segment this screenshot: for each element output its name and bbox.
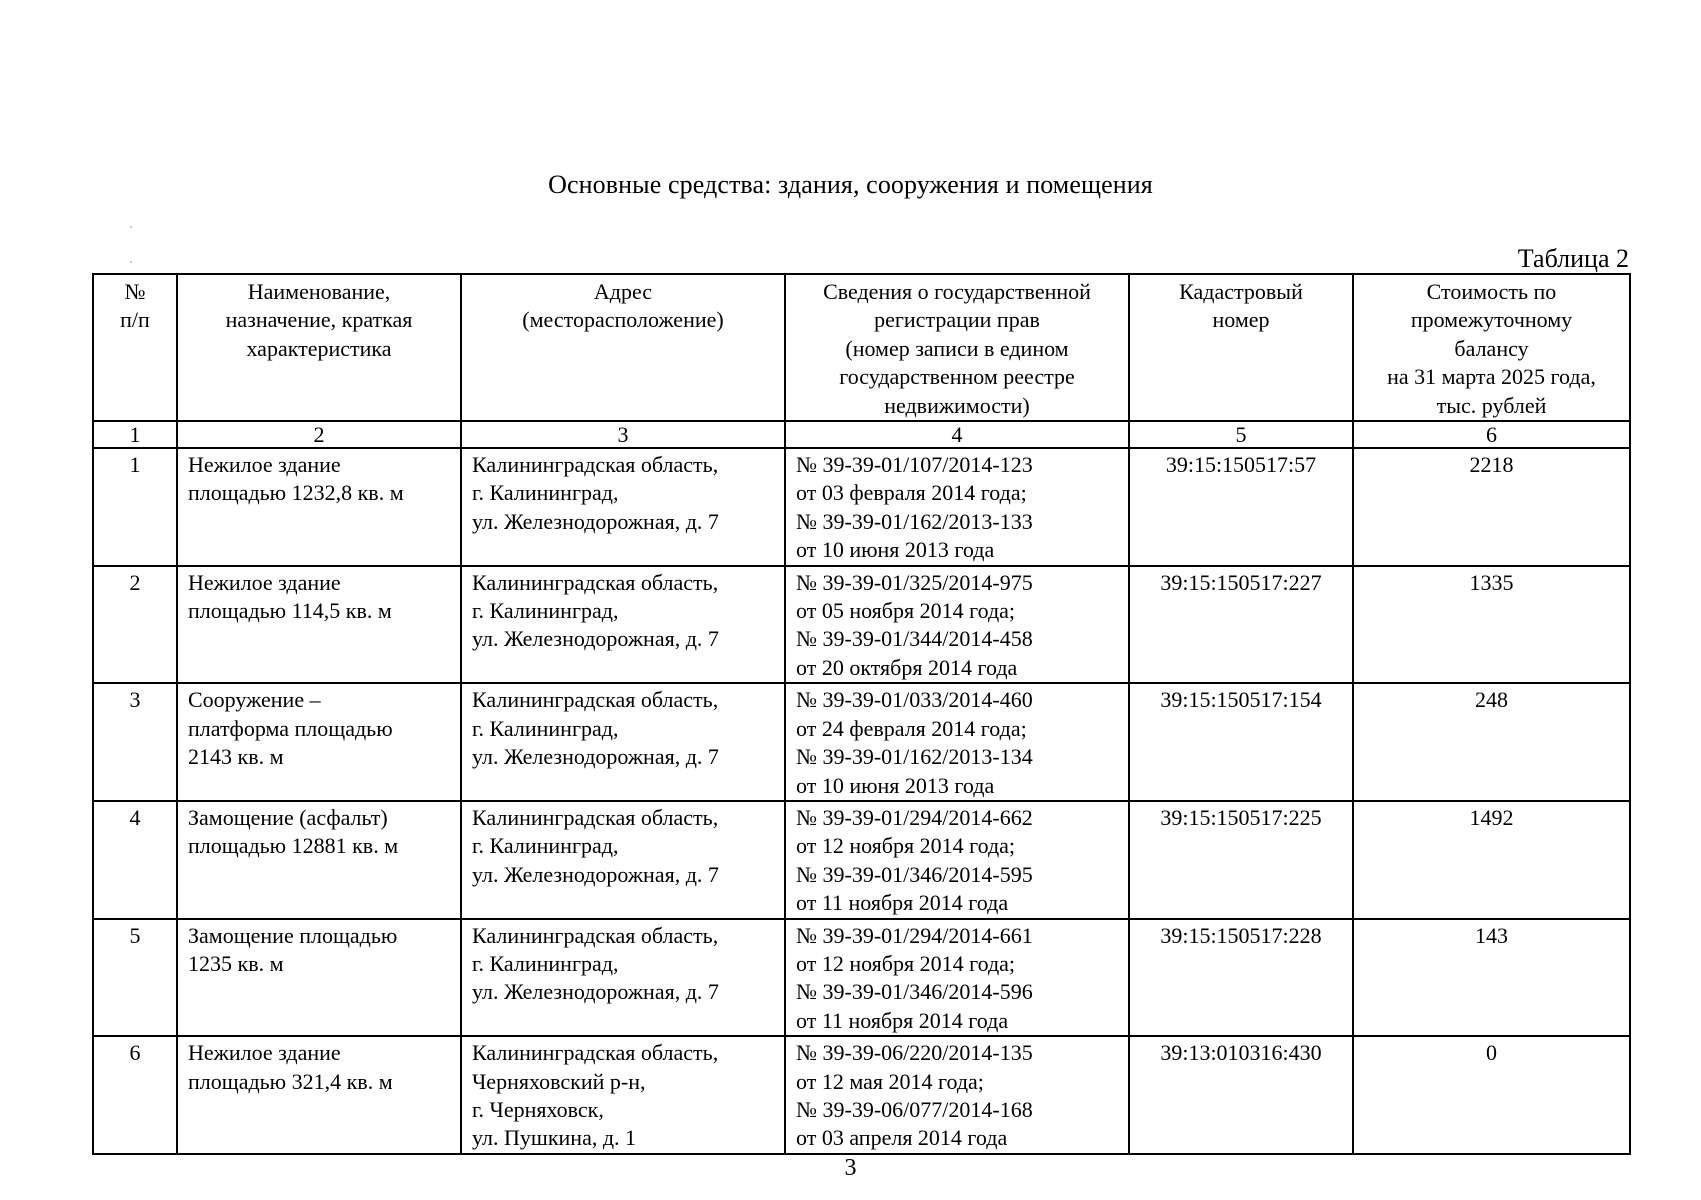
address-line: ул. Железнодорожная, д. 7 [472,626,719,652]
asset-name-cell [177,801,461,919]
header-line: недвижимости) [884,392,1030,418]
address-line: Калининградская область, [472,922,719,948]
registration-cell [785,448,1129,566]
balance-value: 248 [1353,683,1630,801]
cadastral-number: 39:13:010316:430 [1129,1036,1353,1154]
asset-name-line: Нежилое здание [188,1040,341,1066]
address-cell [461,448,785,566]
header-line: Кадастровый [1179,279,1303,304]
fixed-assets-table [92,273,1631,1155]
cadastral-number: 39:15:150517:228 [1129,919,1353,1037]
header-line: государственном реестре [839,364,1075,390]
header-line: Наименование, [247,279,391,304]
asset-name-cell [177,566,461,684]
registration-line: № 39-39-01/294/2014-662 [796,804,1033,830]
balance-value: 2218 [1353,448,1630,566]
address-line: ул. Железнодорожная, д. 7 [472,979,719,1005]
asset-name-line: 2143 кв. м [188,744,284,770]
column-number: 1 [93,421,177,448]
registration-line: от 10 июня 2013 года [796,537,995,563]
registration-line: № 39-39-06/220/2014-135 [796,1040,1033,1066]
column-number: 3 [461,421,785,448]
header-num [93,274,177,421]
address-line: г. Черняховск, [472,1096,604,1122]
header-line: Сведения о государственной [823,279,1091,304]
registration-line: от 05 ноября 2014 года; [796,598,1016,624]
registration-cell [785,1036,1129,1154]
table-header-row [93,274,1630,421]
header-line: промежуточному [1410,307,1573,333]
registration-line: от 12 ноября 2014 года; [796,833,1016,859]
address-line: г. Калининград, [472,715,619,741]
address-line: Калининградская область, [472,452,719,478]
registration-line: № 39-39-06/077/2014-168 [796,1096,1033,1122]
address-line: Калининградская область, [472,569,719,595]
header-line: Стоимость по [1426,279,1557,304]
registration-cell [785,566,1129,684]
address-line: Калининградская область, [472,1040,719,1066]
registration-line: от 10 июня 2013 года [796,772,995,798]
table-row [93,566,1630,684]
asset-name-line: Замощение площадью [188,922,398,948]
address-line: г. Калининград, [472,833,619,859]
registration-line: от 11 ноября 2014 года [796,890,1009,916]
row-number: 5 [93,919,177,1037]
address-line: ул. Железнодорожная, д. 7 [472,744,719,770]
document-title: Основные средства: здания, сооружения и помещения [548,170,1153,199]
registration-line: № 39-39-01/033/2014-460 [796,687,1033,713]
table-row [93,801,1630,919]
header-name [177,274,461,421]
header-address [461,274,785,421]
page-number: 3 [844,1155,857,1181]
address-line: ул. Пушкина, д. 1 [472,1125,637,1151]
address-line: г. Калининград, [472,598,619,624]
table-row [93,683,1630,801]
row-number: 6 [93,1036,177,1154]
asset-name-line: Нежилое здание [188,452,341,478]
asset-name-line: платформа площадью [188,715,393,741]
cadastral-number: 39:15:150517:57 [1129,448,1353,566]
header-line: номер [1212,307,1270,333]
registration-line: № 39-39-01/294/2014-661 [796,922,1033,948]
address-line: г. Калининград, [472,950,619,976]
address-cell [461,919,785,1037]
table-body [93,448,1630,1154]
cadastral-number: 39:15:150517:225 [1129,801,1353,919]
header-value [1353,274,1630,421]
column-number: 4 [785,421,1129,448]
asset-name-line: 1235 кв. м [188,950,284,976]
asset-name-line: Нежилое здание [188,569,341,595]
header-line: на 31 марта 2025 года, [1387,364,1596,390]
address-line: г. Калининград, [472,480,619,506]
header-cadastral [1129,274,1353,421]
registration-line: № 39-39-01/346/2014-595 [796,861,1033,887]
balance-value: 143 [1353,919,1630,1037]
registration-line: от 03 февраля 2014 года; [796,480,1027,506]
table-row [93,1036,1630,1154]
registration-line: № 39-39-01/162/2013-134 [796,744,1033,770]
address-cell [461,801,785,919]
registration-line: от 12 ноября 2014 года; [796,950,1016,976]
table-row [93,448,1630,566]
asset-name-line: Замощение (асфальт) [188,804,388,830]
table-label: Таблица 2 [1517,244,1629,273]
registration-line: от 03 апреля 2014 года [796,1125,1008,1151]
asset-name-cell [177,448,461,566]
asset-name-cell [177,1036,461,1154]
asset-name-cell [177,919,461,1037]
scan-speck [130,261,132,263]
registration-line: № 39-39-01/162/2013-133 [796,508,1033,534]
scan-speck [130,226,132,228]
address-cell [461,1036,785,1154]
registration-line: № 39-39-01/346/2014-596 [796,979,1033,1005]
row-number: 3 [93,683,177,801]
asset-name-line: площадью 1232,8 кв. м [188,480,404,506]
header-line: (месторасположение) [522,307,724,333]
column-number: 5 [1129,421,1353,448]
balance-value: 0 [1353,1036,1630,1154]
registration-line: от 20 октября 2014 года [796,654,1018,680]
column-number: 2 [177,421,461,448]
table-row [93,919,1630,1037]
balance-value: 1492 [1353,801,1630,919]
asset-name-line: площадью 114,5 кв. м [188,598,392,624]
row-number: 1 [93,448,177,566]
balance-value: 1335 [1353,566,1630,684]
row-number: 2 [93,566,177,684]
address-line: Черняховский р-н, [472,1068,646,1094]
registration-line: № 39-39-01/107/2014-123 [796,452,1033,478]
header-line: тыс. рублей [1436,392,1547,418]
header-line: регистрации прав [874,307,1040,333]
address-line: Калининградская область, [472,804,719,830]
asset-name-line: площадью 12881 кв. м [188,833,399,859]
address-cell [461,566,785,684]
address-line: ул. Железнодорожная, д. 7 [472,861,719,887]
asset-name-line: площадью 321,4 кв. м [188,1068,393,1094]
registration-line: от 12 мая 2014 года; [796,1068,984,1094]
registration-cell [785,683,1129,801]
header-line: назначение, краткая [225,307,413,333]
registration-line: № 39-39-01/344/2014-458 [796,626,1033,652]
column-number: 6 [1353,421,1630,448]
column-number-row [93,421,1630,448]
row-number: 4 [93,801,177,919]
cadastral-number: 39:15:150517:227 [1129,566,1353,684]
asset-name-cell [177,683,461,801]
registration-cell [785,919,1129,1037]
address-line: Калининградская область, [472,687,719,713]
address-cell [461,683,785,801]
header-line: п/п [120,307,150,333]
header-line: № [124,279,146,304]
cadastral-number: 39:15:150517:154 [1129,683,1353,801]
header-line: Адрес [593,279,653,304]
header-line: (номер записи в едином [845,335,1069,361]
registration-line: № 39-39-01/325/2014-975 [796,569,1033,595]
registration-line: от 24 февраля 2014 года; [796,715,1027,741]
header-line: балансу [1454,335,1529,361]
registration-line: от 11 ноября 2014 года [796,1007,1009,1033]
registration-cell [785,801,1129,919]
address-line: ул. Железнодорожная, д. 7 [472,508,719,534]
header-line: характеристика [246,335,392,361]
header-registration [785,274,1129,421]
asset-name-line: Сооружение – [188,687,321,713]
